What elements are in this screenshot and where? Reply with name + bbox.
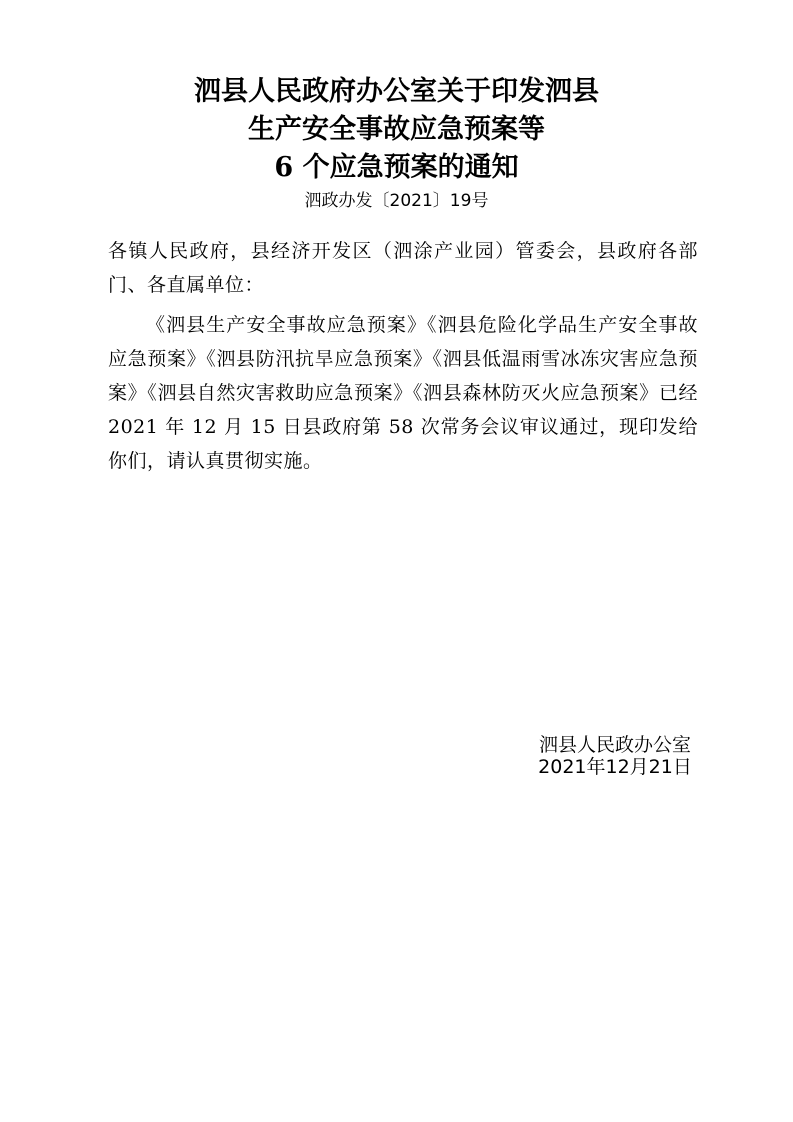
signature-block	[520, 734, 710, 778]
issue-date: 2021年12月21日	[538, 756, 692, 778]
salutation: 各镇人民政府，县经济开发区（泗涂产业园）管委会，县政府各部门、各直属单位：	[108, 240, 698, 296]
document-title-line-1: 泗县人民政府办公室关于印发泗县	[194, 76, 599, 107]
document-title-line-3: 6 个应急预案的通知	[274, 152, 519, 183]
document-title-line-2: 生产安全事故应急预案等	[248, 114, 545, 145]
main-paragraph: 《泗县生产安全事故应急预案》《泗县危险化学品生产安全事故应急预案》《泗县防汛抗旱应急预案》《泗县低温雨雪冰冻灾害应急预案》《泗县自然灾害救助应急预案》《泗县森林防灭火应急预案》已经 2021 年 12 月 15 日县政府第 58 次常务会议审议通过，现印发给你们，请认真贯彻实施。	[108, 314, 698, 472]
issuer-name: 泗县人民政办公室	[538, 734, 691, 756]
document-number: 泗政办发〔2021〕19号	[304, 191, 489, 211]
